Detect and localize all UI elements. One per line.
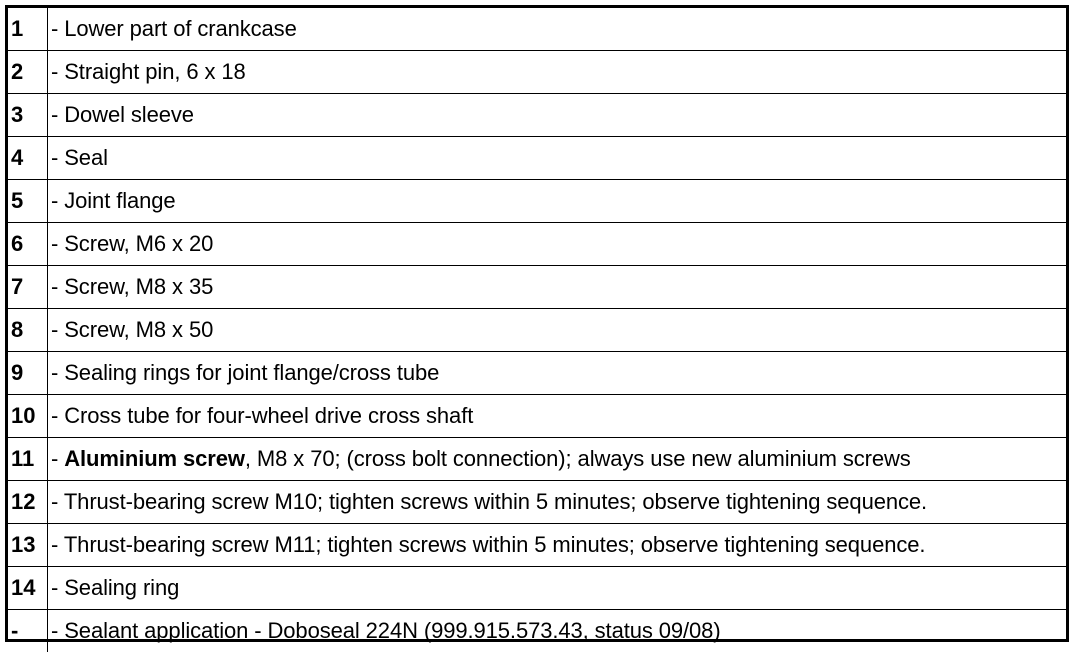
item-number: 5	[8, 180, 48, 223]
item-description: - Lower part of crankcase	[48, 8, 1067, 51]
item-description-rest: , M8 x 70; (cross bolt connection); always use new aluminium screws	[245, 446, 911, 471]
item-description: - Dowel sleeve	[48, 94, 1067, 137]
item-description: - Screw, M8 x 50	[48, 309, 1067, 352]
table-row	[8, 94, 1066, 137]
item-number: 6	[8, 223, 48, 266]
table-row	[8, 481, 1066, 524]
table-row	[8, 180, 1066, 223]
item-number: 10	[8, 395, 48, 438]
table-row	[8, 567, 1066, 610]
item-description: - Screw, M8 x 35	[48, 266, 1067, 309]
item-description: - Sealing rings for joint flange/cross tube	[48, 352, 1067, 395]
parts-legend-table	[8, 8, 1066, 652]
table-row	[8, 266, 1066, 309]
table-row	[8, 8, 1066, 51]
item-description-emphasis: Aluminium screw	[64, 446, 245, 471]
table-row	[8, 438, 1066, 481]
item-description: - Sealant application - Doboseal 224N (999.915.573.43, status 09/08)	[48, 610, 1067, 652]
item-description: - Seal	[48, 137, 1067, 180]
table-row	[8, 395, 1066, 438]
item-description: - Joint flange	[48, 180, 1067, 223]
item-description: - Screw, M6 x 20	[48, 223, 1067, 266]
item-number: 13	[8, 524, 48, 567]
item-description: - Cross tube for four-wheel drive cross shaft	[48, 395, 1067, 438]
item-description-prefix: -	[51, 446, 64, 471]
table-row	[8, 610, 1066, 652]
item-description	[48, 438, 1067, 481]
item-number: 12	[8, 481, 48, 524]
item-description: - Straight pin, 6 x 18	[48, 51, 1067, 94]
item-description: - Thrust-bearing screw M10; tighten screws within 5 minutes; observe tightening sequence.	[48, 481, 1067, 524]
table-row	[8, 352, 1066, 395]
table-row	[8, 309, 1066, 352]
item-number: 2	[8, 51, 48, 94]
item-number: 11	[8, 438, 48, 481]
parts-legend	[5, 5, 1069, 642]
item-number: 1	[8, 8, 48, 51]
item-description: - Sealing ring	[48, 567, 1067, 610]
table-row	[8, 137, 1066, 180]
item-number: 7	[8, 266, 48, 309]
item-number: 9	[8, 352, 48, 395]
item-description: - Thrust-bearing screw M11; tighten screws within 5 minutes; observe tightening sequence.	[48, 524, 1067, 567]
item-number: 14	[8, 567, 48, 610]
item-number: 8	[8, 309, 48, 352]
table-row	[8, 524, 1066, 567]
table-row	[8, 51, 1066, 94]
item-number: 3	[8, 94, 48, 137]
item-number: -	[8, 610, 48, 652]
table-row	[8, 223, 1066, 266]
item-number: 4	[8, 137, 48, 180]
